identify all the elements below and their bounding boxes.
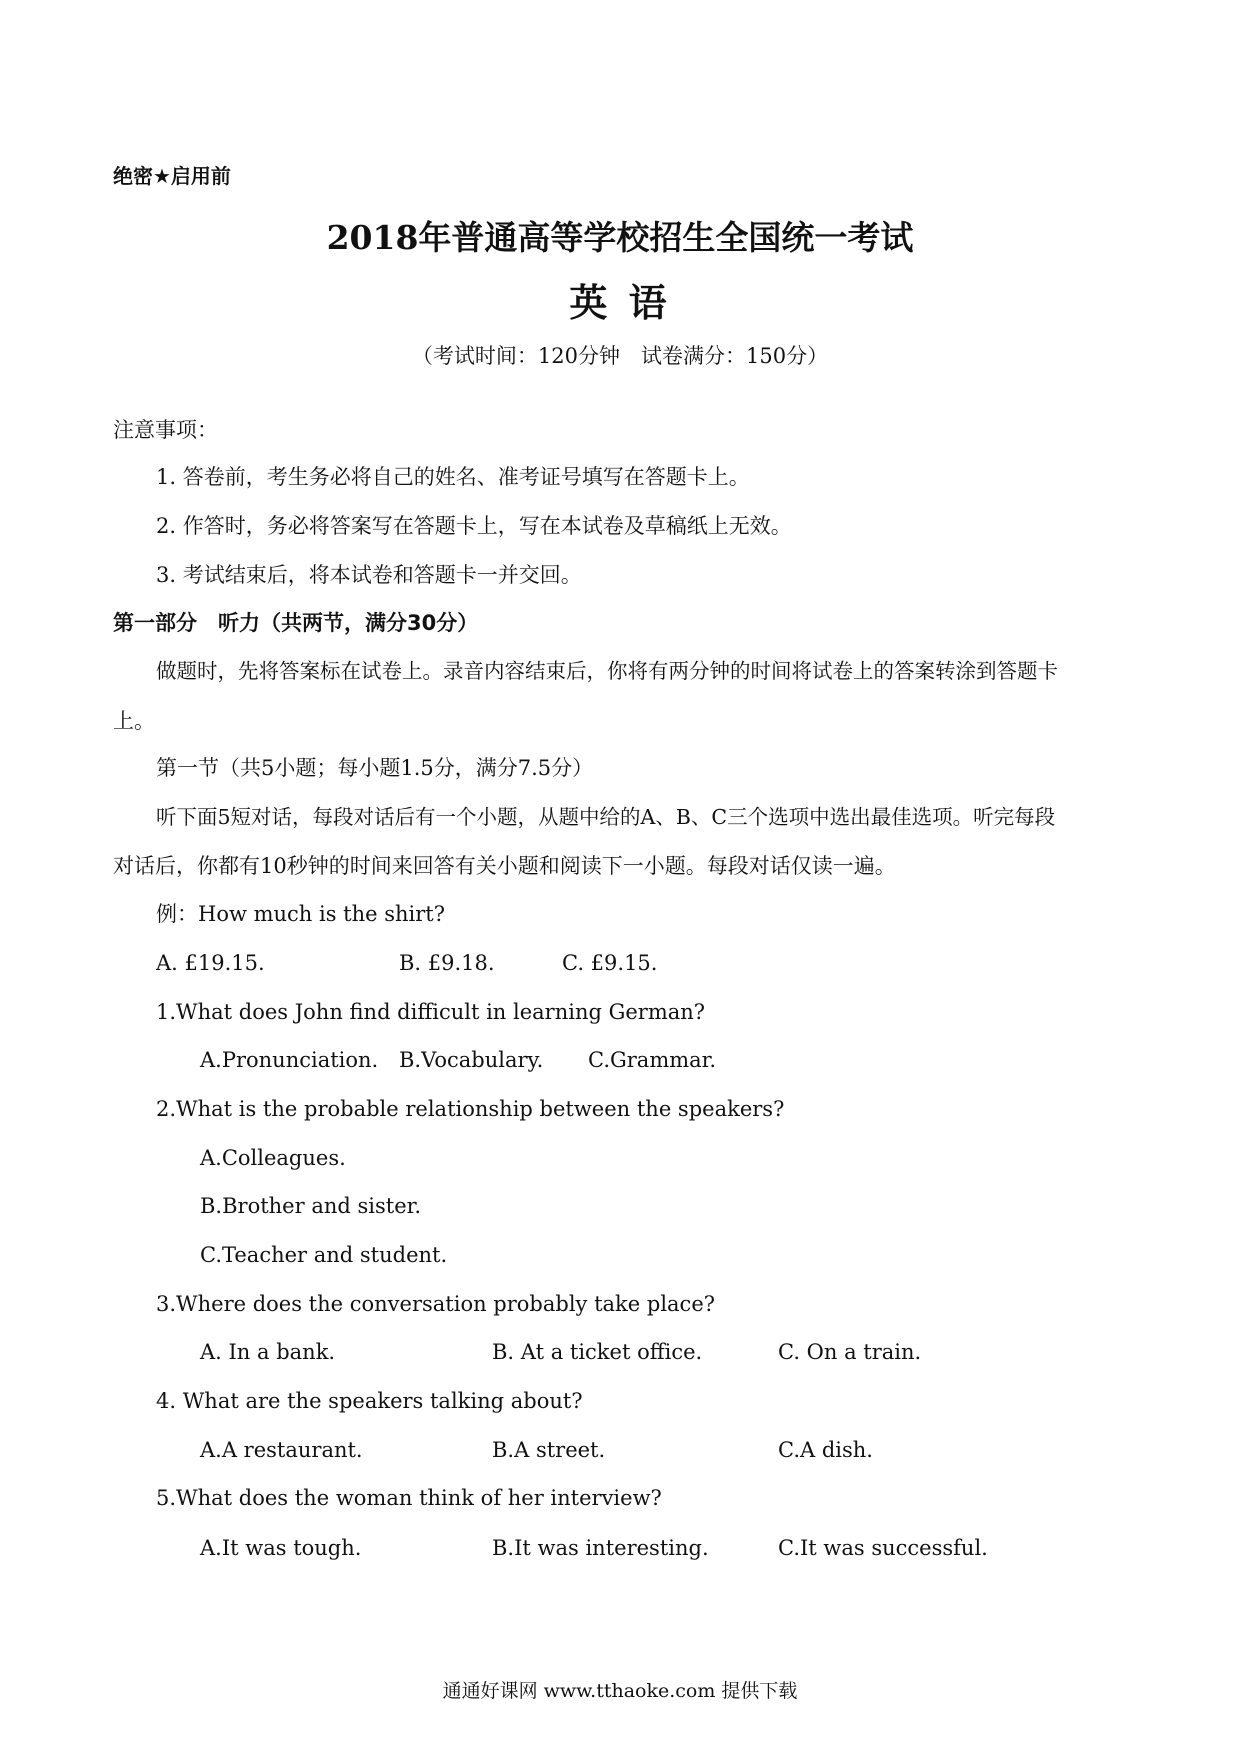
- question-3-option-c: C. On a train.: [778, 1340, 922, 1364]
- exam-title: 2018年普通高等学校招生全国统一考试: [326, 218, 914, 257]
- question-3: 3.Where does the conversation probably take place?: [156, 1292, 716, 1316]
- question-5-option-c: C.It was successful.: [778, 1536, 988, 1560]
- question-2-option-c: C.Teacher and student.: [200, 1243, 448, 1267]
- example-option-b: B. £9.18.: [399, 951, 495, 975]
- question-3-option-b: B. At a ticket office.: [492, 1340, 703, 1364]
- question-1-option-a: A.Pronunciation.: [200, 1048, 379, 1072]
- question-5-option-a: A.It was tough.: [200, 1536, 362, 1560]
- subject-title: 英 语: [569, 280, 671, 325]
- question-1-option-c: C.Grammar.: [588, 1048, 717, 1072]
- example-option-a: A. £19.15.: [156, 951, 265, 975]
- question-5: 5.What does the woman think of her interview?: [156, 1486, 662, 1510]
- question-3-option-a: A. In a bank.: [200, 1340, 336, 1364]
- part1-instruction-line2: 上。: [113, 709, 155, 733]
- notes-heading: 注意事项：: [113, 418, 218, 442]
- section1-instruction-line1: 听下面5短对话，每段对话后有一个小题，从题中给的A、B、C三个选项中选出最佳选项。听完每段: [156, 805, 1056, 829]
- part1-heading: 第一部分 听力（共两节，满分30分）: [113, 611, 479, 635]
- note-item-2: 2. 作答时，务必将答案写在答题卡上，写在本试卷及草稿纸上无效。: [156, 514, 792, 538]
- part1-instruction-line1: 做题时，先将答案标在试卷上。录音内容结束后，你将有两分钟的时间将试卷上的答案转涂到答题卡: [156, 659, 1058, 683]
- example-option-c: C. £9.15.: [562, 951, 658, 975]
- section1-heading: 第一节（共5小题；每小题1.5分，满分7.5分）: [156, 756, 594, 780]
- exam-info: （考试时间：120分钟 试卷满分：150分）: [411, 344, 829, 368]
- question-2-option-b: B.Brother and sister.: [200, 1194, 422, 1218]
- note-item-1: 1. 答卷前，考生务必将自己的姓名、准考证号填写在答题卡上。: [156, 465, 750, 489]
- example-question: 例：How much is the shirt?: [156, 902, 445, 926]
- page-footer: 通通好课网 www.tthaoke.com 提供下载: [442, 1680, 798, 1702]
- note-item-3: 3. 考试结束后，将本试卷和答题卡一并交回。: [156, 563, 582, 587]
- question-4-option-c: C.A dish.: [778, 1438, 873, 1462]
- question-2-option-a: A.Colleagues.: [200, 1146, 346, 1170]
- section1-instruction-line2: 对话后，你都有10秒钟的时间来回答有关小题和阅读下一小题。每段对话仅读一遍。: [113, 854, 896, 878]
- question-1: 1.What does John find difficult in learning German?: [156, 1000, 706, 1024]
- question-5-option-b: B.It was interesting.: [492, 1536, 709, 1560]
- confidential-label: 绝密★启用前: [113, 164, 231, 188]
- question-2: 2.What is the probable relationship between the speakers?: [156, 1097, 785, 1121]
- question-1-option-b: B.Vocabulary.: [399, 1048, 544, 1072]
- question-4-option-a: A.A restaurant.: [200, 1438, 363, 1462]
- question-4-option-b: B.A street.: [492, 1438, 606, 1462]
- question-4: 4. What are the speakers talking about?: [156, 1389, 583, 1413]
